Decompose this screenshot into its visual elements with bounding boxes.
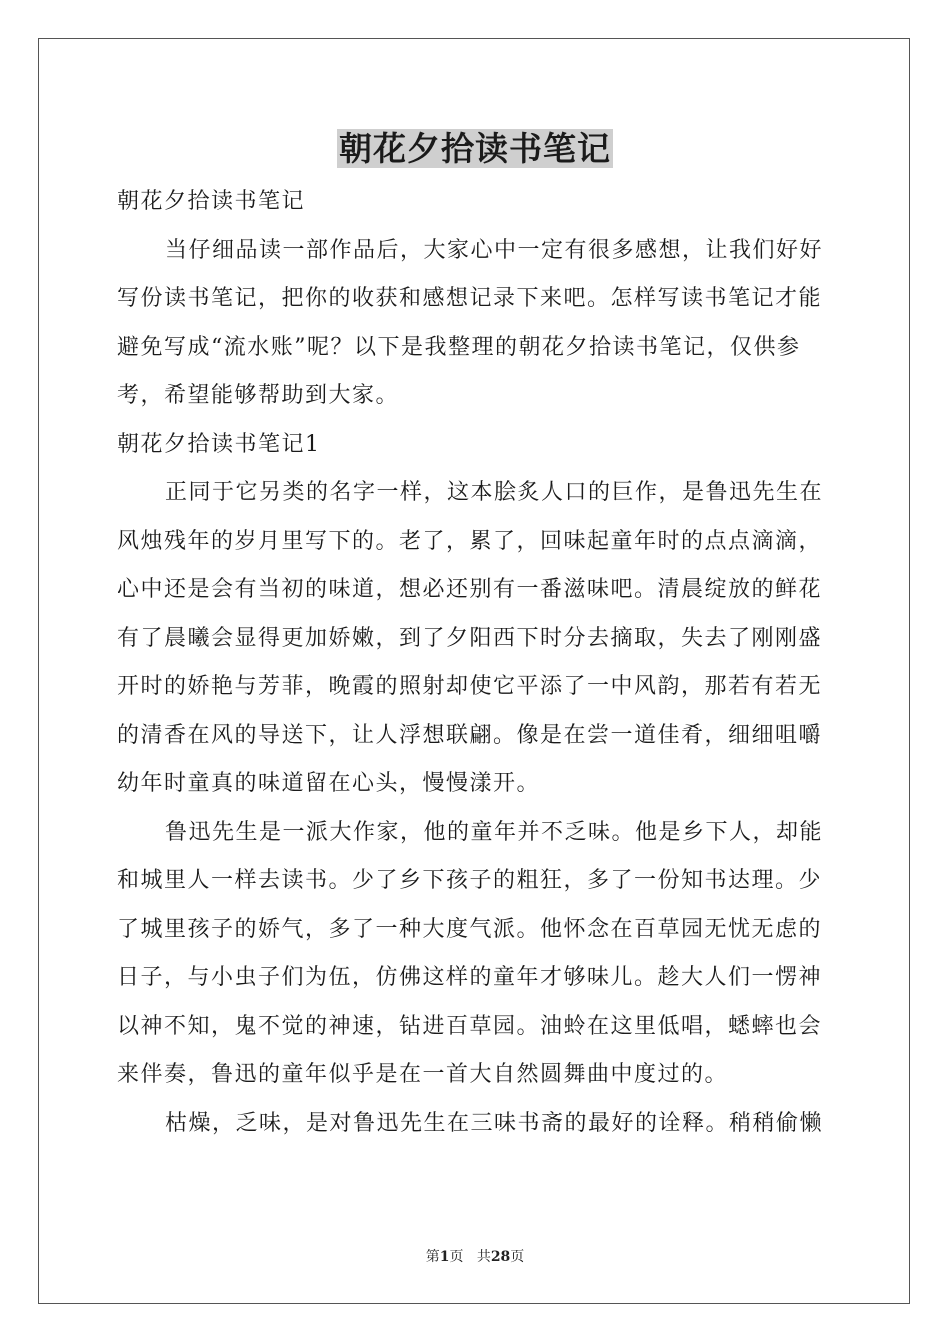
intro-line: 考，希望能够帮助到大家。: [117, 383, 400, 408]
footer-page-suffix: 页: [449, 1249, 464, 1265]
paragraph-line: 风烛残年的岁月里写下的。老了，累了，回味起童年时的点点滴滴，: [117, 528, 823, 554]
paragraph-1: [117, 469, 837, 809]
footer-page-prefix: 第: [425, 1249, 440, 1265]
intro-line: 当仔细品读一部作品后，大家心中一定有很多感想，让我们好好: [165, 237, 824, 263]
paragraph-line: 了城里孩子的娇气，多了一种大度气派。他怀念在百草园无忧无虑的: [117, 916, 823, 942]
intro-paragraph: [117, 227, 837, 421]
document-subtitle: 朝花夕拾读书笔记: [117, 189, 306, 214]
paragraph-line: 鲁迅先生是一派大作家，他的童年并不乏味。他是乡下人，却能: [165, 819, 824, 845]
document-title: [0, 126, 950, 172]
paragraph-line: 开时的娇艳与芳菲，晚霞的照射却使它平添了一中风韵，那若有若无: [117, 674, 823, 699]
footer-total-suffix: 页: [510, 1249, 525, 1265]
paragraph-line: 心中还是会有当初的味道，想必还别有一番滋味吧。清晨绽放的鲜花: [117, 577, 823, 602]
page-footer: [0, 1246, 950, 1266]
paragraph-line: 以神不知，鬼不觉的神速，钻进百草园。油蛉在这里低唱，蟋蟀也会: [117, 1013, 823, 1039]
paragraph-line: 来伴奏，鲁迅的童年似乎是在一首大自然圆舞曲中度过的。: [117, 1062, 729, 1087]
footer-page-number: 1: [439, 1249, 450, 1265]
section-heading: 朝花夕拾读书笔记1: [117, 431, 321, 457]
paragraph-line: 的清香在风的导送下，让人浮想联翩。像是在尝一道佳肴，细细咀嚼: [117, 722, 823, 748]
paragraph-2: [117, 809, 837, 1100]
document-body: [117, 178, 837, 1148]
paragraph-line: 正同于它另类的名字一样，这本脍炙人口的巨作，是鲁迅先生在: [165, 480, 824, 505]
document-title-text: 朝花夕拾读书笔记: [339, 129, 611, 168]
paragraph-line: 幼年时童真的味道留在心头，慢慢漾开。: [117, 771, 541, 796]
footer-total-pages: 28: [490, 1249, 511, 1265]
paragraph-3: [117, 1100, 837, 1149]
paragraph-line: 枯燥，乏味，是对鲁迅先生在三味书斋的最好的诠释。稍稍偷懒: [165, 1110, 824, 1136]
intro-line: 写份读书笔记，把你的收获和感想记录下来吧。怎样写读书笔记才能: [117, 286, 823, 311]
footer-total-prefix: 共: [476, 1249, 491, 1265]
paragraph-line: 日子，与小虫子们为伍，仿佛这样的童年才够味儿。趁大人们一愣神: [117, 965, 823, 990]
intro-line: 避免写成“流水账”呢？以下是我整理的朝花夕拾读书笔记，仅供参: [117, 334, 801, 360]
paragraph-line: 和城里人一样去读书。少了乡下孩子的粗狂，多了一份知书达理。少: [117, 868, 823, 893]
paragraph-line: 有了晨曦会显得更加娇嫩，到了夕阳西下时分去摘取，失去了刚刚盛: [117, 625, 823, 651]
